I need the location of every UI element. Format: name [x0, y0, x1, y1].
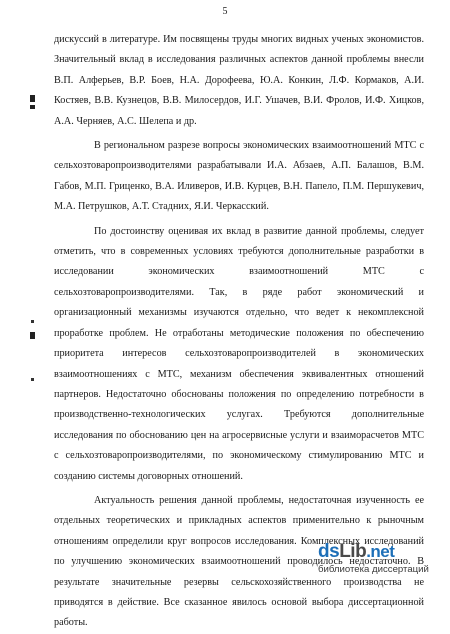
watermark-logo [318, 541, 394, 563]
watermark[interactable] [318, 540, 450, 581]
margin-mark [31, 320, 34, 323]
logo-ds: ds [318, 541, 340, 562]
margin-mark [30, 95, 35, 102]
paragraph-3: По достоинству оценивая их вклад в развитие данной проблемы, следует отметить, что в современных условиях требуются дополнительные разработки в исследовании экономических взаимоотношений МТС с сельхозтоваропроизводителями. Так, в ряде работ экономический и организационный механизмы изучаются отдельно, что ведет к некомплексной проработке проблем. Не отработаны методические положения по обеспечению приоритета интересов сельхозтоваропроизводителей в экономических взаимоотношениях с МТС, механизм обеспечения эквивалентных отношений партнеров. Недостаточно обоснованы положения по определению потребности в производственно-технологических услугах. Требуются дополнительные исследования по обоснованию цен на агросервисные услуги и взаиморасчетов МТС с сельхозтоваропроизводителями, по экономическому стимулированию МТС и созданию системы договорных отношений. [54, 225, 424, 482]
paragraph-2: В региональном разрезе вопросы экономических взаимоотношений МТС с сельхозтоваропроизводителями разрабатывали И.А. Абзаев, А.П. Балашов, В.М. Габов, М.П. Гриценко, В.А. Иливеров, И.В. Курцев, В.Н. Папело, П.М. Першукевич, М.А. Петрушков, А.Т. Стадних, Я.И. Черкасский. [54, 140, 424, 213]
logo-lib: Lib [339, 541, 367, 562]
margin-mark [31, 378, 34, 381]
logo-net: .net [366, 542, 395, 561]
watermark-subtitle: библиотека диссертаций [318, 564, 429, 575]
page-number: 5 [222, 6, 228, 17]
paragraph-4: Актуальность решения данной проблемы, недостаточная изученность ее отдельных теоретических и прикладных аспектов применительно к рыночным отношениям определили круг вопросов исследования. Комплексных исследований по улучшению экономических взаимоотношений проводилось недостаточно. В результате значительные резервы сельскохозяйственного производства не приводятся в действие. Все сказанное явилось основой выбора диссертационной работы. [54, 494, 424, 629]
margin-mark [30, 105, 35, 109]
paragraph-1: дискуссий в литературе. Им посвящены труды многих видных ученых экономистов. Значительный вклад в исследования различных аспектов данной проблемы внесли В.П. Алферьев, В.Р. Боев, Н.А. Дорофеева, Ю.А. Конкин, Л.Ф. Кормаков, А.И. Костяев, В.В. Кузнецов, В.В. Милосердов, И.Г. Ушачев, В.И. Фролов, И.Ф. Хицков, А.А. Черняев, А.С. Шелепа и др. [54, 34, 424, 127]
margin-mark [30, 332, 35, 339]
